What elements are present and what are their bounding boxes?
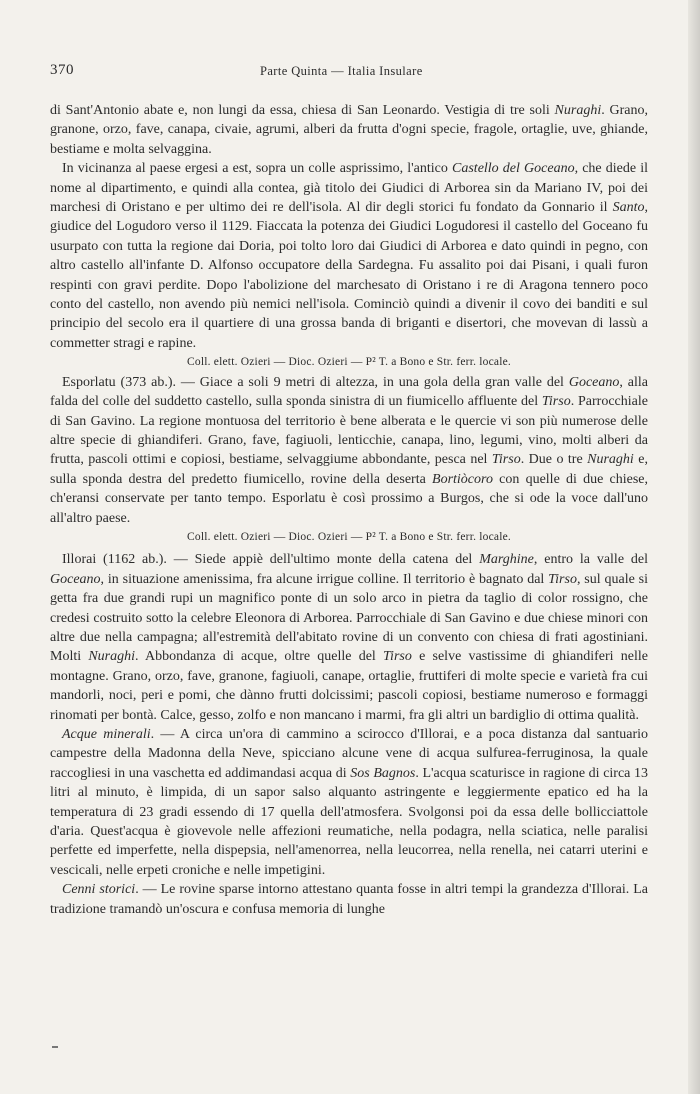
text-run: , in situazione amenissima, fra alcune irrigue colline. Il territorio è bagnato dal [100,571,549,587]
italic-term: Nuraghi [88,649,136,665]
paragraph-acque-minerali [50,725,648,880]
page-header [50,62,648,82]
text-run: . — A circa un'ora di cammino a scirocco d'Illorai, e a poca distanza dal santuario campestre della Madonna della Neve, spicciano alcune vene di acqua sulfurea-ferruginosa, la quale raccogliesi in una vaschetta ed addimandasi acqua di [50,727,649,781]
italic-term: Tirso [383,649,412,665]
text-run: , alla falda del colle del suddetto castello, sulla sponda sinistra di un fiumicello affluente del [50,374,648,410]
text-run: . — Le rovine sparse intorno attestano quanta fosse in altri tempi la grandezza d'Illorai. La tradizione tramandò un'oscura e confusa memoria di lunghe [50,882,648,917]
section-heading: Cenni storici [62,882,136,898]
reference-line: Coll. elett. Ozieri — Dioc. Ozieri — P² T. a Bono e Str. ferr. locale. [187,530,511,543]
italic-term: Bortiòcoro [432,471,493,487]
text-run: . Grano, granone, orzo, fave, canapa, civaie, agrumi, alberi da frutta d'ogni specie, fragole, ortaglie, uve, ghiande, bestiame e molta selvaggina. [50,103,648,157]
text-run: Illorai (1162 ab.). — Siede appiè dell'ultimo monte della catena del [62,552,480,568]
text-run: . Due o tre [520,452,588,468]
text-run: . L'acqua scaturisce in ragione di circa 13 litri al minuto, è limpida, di un sapor salso alquanto astringente e leggiermente epatico ed ha la temperatura di 23 gradi essendo di 17 quella dell'atmosfera. Svolgonsi poi da essa delle bollicciattole d'aria. Quest'acqua è giovevole nelle affezioni reumatiche, nella podagra, nella sciatica, nelle paralisi perfette ed imperfette, nella dispepsia, nell'amenorrea, nella leucorrea, nella renella, nei catarri uterini e vescicali, nelle erpeti croniche e nelle impetigini. [50,765,648,878]
text-run: , entro la valle del [533,552,648,568]
text-run: , che diede il nome al dipartimento, e quindi alla contea, già titolo dei Giudici di Arborea sin da Mariano IV, poi dei marchesi di Oristano e per ultimo dei re dell'isola. Al dir degli storici fu fondato da Gonnario il [50,161,649,216]
italic-term: Castello del Goceano [452,161,575,177]
italic-term: Santo [612,200,645,216]
italic-term: Sos Bagnos [350,765,416,781]
body-text [50,101,648,919]
italic-term: Goceano [568,374,620,390]
paragraph-castello-goceano [50,159,648,353]
text-run: e, sulla sponda destra del predetto fiumicello, rovine della deserta [50,452,648,487]
text-run: Esporlatu (373 ab.). — Giace a soli 9 metri di altezza, in una gola della gran valle del [62,374,569,390]
text-run: , sul quale si getta fra due grandi rupi un magnifico ponte di un solo arco in pietra da taglio di color rossigno, che credesi costruito sotto la celebre Eleonora di Arborea. Parrocchiale di San Gavino e due chiese minori con altre due nella campagna; all'estremità dell'abitato rovine di un convento con chiesa di frati agostiniani. Molti [50,571,648,665]
text-run: di Sant'Antonio abate e, non lungi da essa, chiesa di San Leonardo. Vestigia di tre soli [50,103,555,118]
italic-term: Tirso [541,394,571,410]
paragraph-cenni-storici [50,880,648,919]
italic-term: Marghine [479,552,534,568]
text-run: con quelle di due chiese, ch'eransi conservate per tanto tempo. Esporlatu è così prossimo a Burgos, che si ode la voce dall'uno all'altro paese. [50,471,648,526]
italic-term: Nuraghi [554,103,602,118]
italic-term: Tirso [491,452,521,468]
paragraph-sant-antonio [50,101,648,159]
section-heading: Acque minerali [62,727,151,742]
text-run: . Abbondanza di acque, oltre quelle del [135,649,384,665]
text-run: e selve vastissime di ghiandiferi nelle montagne. Grano, orzo, fave, granone, fagiuoli, canape, ortaglie, fruttiferi di molte specie e varietà fra cui mandorli, noci, peri e pomi, che dànno frutti dolcissimi; pascoli copiosi, bestiame numeroso e formaggi rinomati per bontà. Calce, gesso, zolfo e non mancano i marmi, fra gli altri un bardiglio di ottima qualità. [50,649,648,723]
entry-esporlatu [50,373,648,528]
reference-line: Coll. elett. Ozieri — Dioc. Ozieri — P² T. a Bono e Str. ferr. locale. [187,356,511,369]
italic-term: Goceano [50,571,101,587]
page-mark [52,1046,58,1048]
text-run: In vicinanza al paese ergesi a est, sopra un colle asprissimo, l'antico [62,161,453,177]
italic-term: Nuraghi [587,452,634,468]
text-run: , giudice del Logudoro verso il 1129. Fiaccata la potenza dei Giudici Logudoresi il castello del Goceano fu usurpato con tutta la regione dai Doria, poi tolto loro dai Giudici di Arborea e dato quindi in pegno, con altro castello all'infante D. Alfonso occupatore della Sardegna. Fu assalito poi dai Pisani, i quali furon respinti con gravi perdite. Dopo l'abolizione del marchesato di Oristano i re di Aragona tennero poco conto del castello, non avendo più nemici nell'isola. Cominciò quindi a divenir il covo dei banditi e sul principio del secolo era il quartiere di una grossa banda di briganti e disertori, che movevan di lassù a commetter stragi e rapine. [50,200,648,351]
italic-term: Tirso [548,571,577,587]
entry-illorai [50,550,648,725]
page-edge [688,0,700,1094]
running-head: Parte Quinta — Italia Insulare [260,64,423,78]
page-number: 370 [50,62,74,78]
text-run: . Parrocchiale di San Gavino. La regione montuosa del territorio è bene alberata e le quercie vi son più numerose delle altre specie di ghiandiferi. Grano, fave, fagiuoli, lenticchie, canapa, lino, legumi, vino, molti alberi da frutta, pascoli ottimi e copiosi, bestiame, selvaggiume abbondante, pesca nel [50,394,648,468]
